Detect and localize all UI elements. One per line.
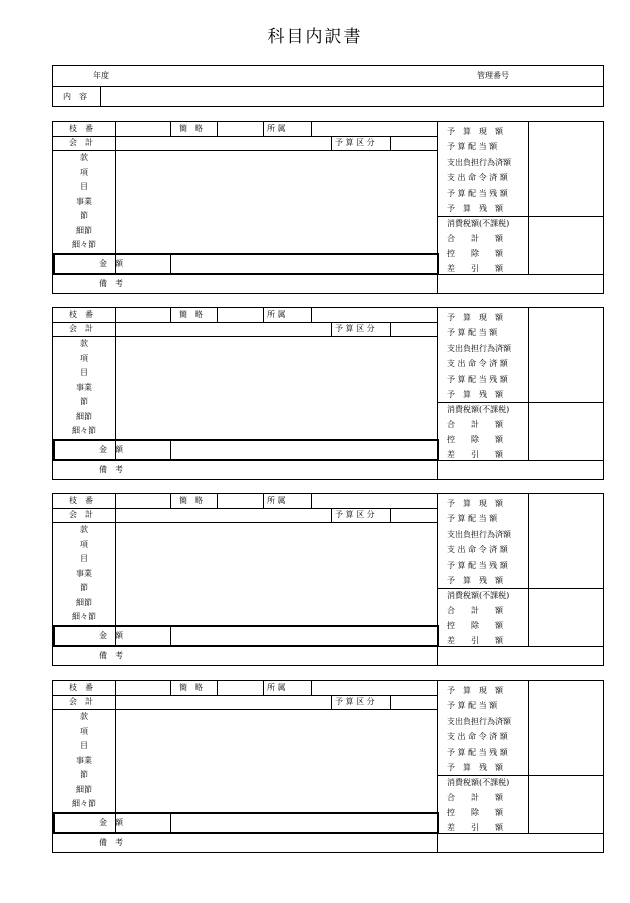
budget-label-4: 予 算 配 当 残 額 (447, 189, 508, 198)
kamoku-label-kan: 款 (80, 525, 88, 534)
budget-label-3: 支 出 命 令 済 額 (447, 173, 508, 182)
budget-label-0: 予 算 現 額 (447, 499, 503, 508)
yosan-kubun-label: 予 算 区 分 (335, 510, 375, 519)
budget-label-1: 予 算 配 当 額 (447, 514, 498, 523)
kamoku-label-moku: 目 (80, 554, 88, 563)
year-label: 年度 (93, 71, 109, 80)
kanryaku-label: 簡 略 (179, 124, 203, 133)
budget-label-0: 予 算 現 額 (447, 127, 503, 136)
kamoku-label-setsu: 節 (80, 211, 88, 220)
budget-label-0: 予 算 現 額 (447, 313, 503, 322)
bikou-label: 備 考 (99, 651, 123, 660)
kamoku-label-saisetsu: 細節 (76, 784, 92, 794)
yosan-kubun-label: 予 算 区 分 (335, 697, 375, 706)
budget-label-9: 差 引 額 (447, 823, 503, 832)
budget-label-3: 支 出 命 令 済 額 (447, 545, 508, 554)
kaikei-label: 会 計 (69, 697, 93, 706)
budget-label-2: 支出負担行為済額 (447, 158, 511, 167)
budget-label-6: 消費税額(不課税) (447, 219, 510, 228)
kamoku-label-kou: 項 (80, 353, 88, 363)
kaikei-label: 会 計 (69, 324, 93, 333)
kamoku-label-saisaisetsu: 細々節 (72, 799, 96, 808)
budget-label-3: 支 出 命 令 済 額 (447, 359, 508, 368)
kaikei-label: 会 計 (69, 138, 93, 147)
shozoku-label: 所 属 (267, 683, 286, 692)
yosan-kubun-label: 予 算 区 分 (335, 138, 375, 147)
budget-label-1: 予 算 配 当 額 (447, 142, 498, 151)
budget-label-3: 支 出 命 令 済 額 (447, 732, 508, 741)
budget-label-6: 消費税額(不課税) (447, 591, 510, 600)
kamoku-label-jigyou: 事業 (76, 755, 92, 765)
kamoku-label-kou: 項 (80, 167, 88, 177)
budget-label-4: 予 算 配 当 残 額 (447, 561, 508, 570)
budget-label-9: 差 引 額 (447, 264, 503, 273)
budget-label-7: 合 計 額 (447, 234, 503, 243)
kamoku-label-moku: 目 (80, 368, 88, 377)
kanryaku-label: 簡 略 (179, 496, 203, 505)
kamoku-label-saisaisetsu: 細々節 (72, 612, 96, 621)
kamoku-label-kou: 項 (80, 539, 88, 549)
budget-label-9: 差 引 額 (447, 450, 503, 459)
kanryaku-label: 簡 略 (179, 683, 203, 692)
kingaku-label: 金 額 (99, 818, 123, 827)
budget-label-2: 支出負担行為済額 (447, 344, 511, 353)
budget-label-7: 合 計 額 (447, 606, 503, 615)
kamoku-label-kan: 款 (80, 712, 88, 721)
shozoku-label: 所 属 (267, 310, 286, 319)
budget-label-8: 控 除 額 (447, 435, 503, 444)
kanryaku-label: 簡 略 (179, 310, 203, 319)
budget-label-7: 合 計 額 (447, 420, 503, 429)
budget-label-6: 消費税額(不課税) (447, 778, 510, 787)
shozoku-label: 所 属 (267, 124, 286, 133)
budget-label-2: 支出負担行為済額 (447, 717, 511, 726)
kamoku-label-jigyou: 事業 (76, 382, 92, 392)
budget-label-8: 控 除 額 (447, 808, 503, 817)
budget-label-7: 合 計 額 (447, 793, 503, 802)
form-section (52, 121, 604, 294)
kamoku-label-setsu: 節 (80, 583, 88, 592)
kingaku-label: 金 額 (99, 445, 123, 454)
kamoku-label-setsu: 節 (80, 770, 88, 779)
bikou-label: 備 考 (99, 279, 123, 288)
budget-label-9: 差 引 額 (447, 636, 503, 645)
kamoku-label-saisetsu: 細節 (76, 225, 92, 235)
header-box (52, 65, 604, 107)
kamoku-label-kou: 項 (80, 726, 88, 736)
kamoku-label-jigyou: 事業 (76, 196, 92, 206)
bikou-label: 備 考 (99, 838, 123, 847)
edaban-label: 枝 番 (69, 124, 93, 133)
kaikei-label: 会 計 (69, 510, 93, 519)
form-section (52, 307, 604, 480)
edaban-label: 枝 番 (69, 496, 93, 505)
kamoku-label-setsu: 節 (80, 397, 88, 406)
budget-label-5: 予 算 残 額 (447, 576, 503, 585)
budget-label-0: 予 算 現 額 (447, 686, 503, 695)
naiyou-label: 内 容 (63, 92, 87, 101)
kingaku-label: 金 額 (99, 259, 123, 268)
kamoku-label-kan: 款 (80, 153, 88, 162)
budget-label-8: 控 除 額 (447, 621, 503, 630)
budget-label-5: 予 算 残 額 (447, 390, 503, 399)
budget-label-5: 予 算 残 額 (447, 763, 503, 772)
yosan-kubun-label: 予 算 区 分 (335, 324, 375, 333)
budget-label-6: 消費税額(不課税) (447, 405, 510, 414)
form-section (52, 493, 604, 666)
edaban-label: 枝 番 (69, 310, 93, 319)
kanri-number-label: 管理番号 (477, 71, 509, 80)
bikou-label: 備 考 (99, 465, 123, 474)
kamoku-label-jigyou: 事業 (76, 568, 92, 578)
kamoku-label-saisetsu: 細節 (76, 597, 92, 607)
budget-label-2: 支出負担行為済額 (447, 530, 511, 539)
kingaku-label: 金 額 (99, 631, 123, 640)
form-section (52, 680, 604, 853)
kamoku-label-saisaisetsu: 細々節 (72, 240, 96, 249)
shozoku-label: 所 属 (267, 496, 286, 505)
edaban-label: 枝 番 (69, 683, 93, 692)
page-title: 科目内訳書 (267, 27, 363, 47)
kamoku-label-kan: 款 (80, 339, 88, 348)
kamoku-label-saisetsu: 細節 (76, 411, 92, 421)
budget-label-5: 予 算 残 額 (447, 204, 503, 213)
budget-label-8: 控 除 額 (447, 249, 503, 258)
budget-label-4: 予 算 配 当 残 額 (447, 748, 508, 757)
budget-label-4: 予 算 配 当 残 額 (447, 375, 508, 384)
budget-label-1: 予 算 配 当 額 (447, 328, 498, 337)
kamoku-label-moku: 目 (80, 182, 88, 191)
kamoku-label-saisaisetsu: 細々節 (72, 426, 96, 435)
kamoku-label-moku: 目 (80, 741, 88, 750)
budget-label-1: 予 算 配 当 額 (447, 701, 498, 710)
